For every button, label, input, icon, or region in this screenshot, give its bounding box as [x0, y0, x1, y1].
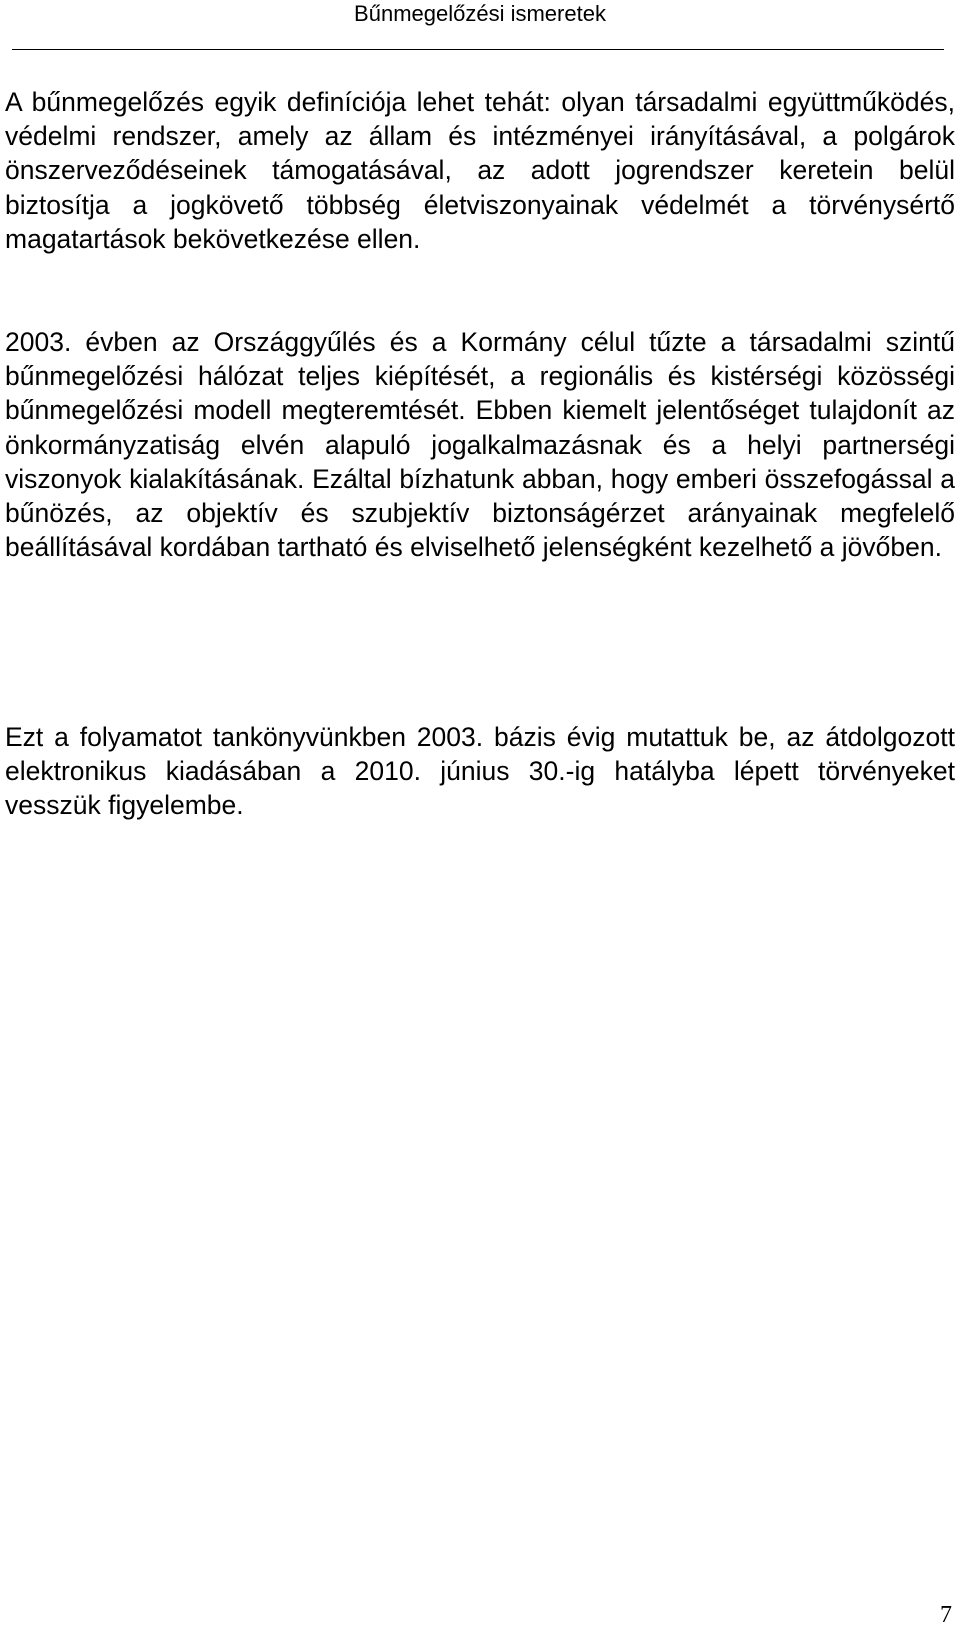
- header-divider: [12, 49, 944, 50]
- page-number: 7: [940, 1602, 952, 1628]
- paragraph-textbook-scope: Ezt a folyamatot tankönyvünkben 2003. bázis évig mutattuk be, az átdolgozott elektronikus kiadásában a 2010. június 30.-ig hatályba lépett törvényeket vesszük figyelembe.: [5, 722, 955, 821]
- running-header-title: Bűnmegelőzési ismeretek: [354, 1, 606, 26]
- paragraph-definition: A bűnmegelőzés egyik definíciója lehet tehát: olyan társadalmi együttműködés, védelmi rendszer, amely az állam és intézményei irányításával, a polgárok önszerveződéseinek támogatásával, az adott jogrendszer keretein belül biztosítja a jogkövető többség életviszonyainak védelmét a törvénysértő magatartások bekövetkezése ellen.: [5, 87, 955, 254]
- paragraph-2003-goals: 2003. évben az Országgyűlés és a Kormány célul tűzte a társadalmi szintű bűnmegelőzési hálózat teljes kiépítését, a regionális és kistérségi közösségi bűnmegelőzési modell megteremtését. Ebben kiemelt jelentőséget tulajdonít az önkormányzatiság elvén alapuló jogalkalmazásnak és a helyi partnerségi viszonyok kialakításának. Ezáltal bízhatunk abban, hogy emberi összefogással a bűnözés, az objektív és szubjektív biztonságérzet arányainak megfelelő beállításával kordában tartható és elviselhető jelenségként kezelhető a jövőben.: [5, 327, 955, 563]
